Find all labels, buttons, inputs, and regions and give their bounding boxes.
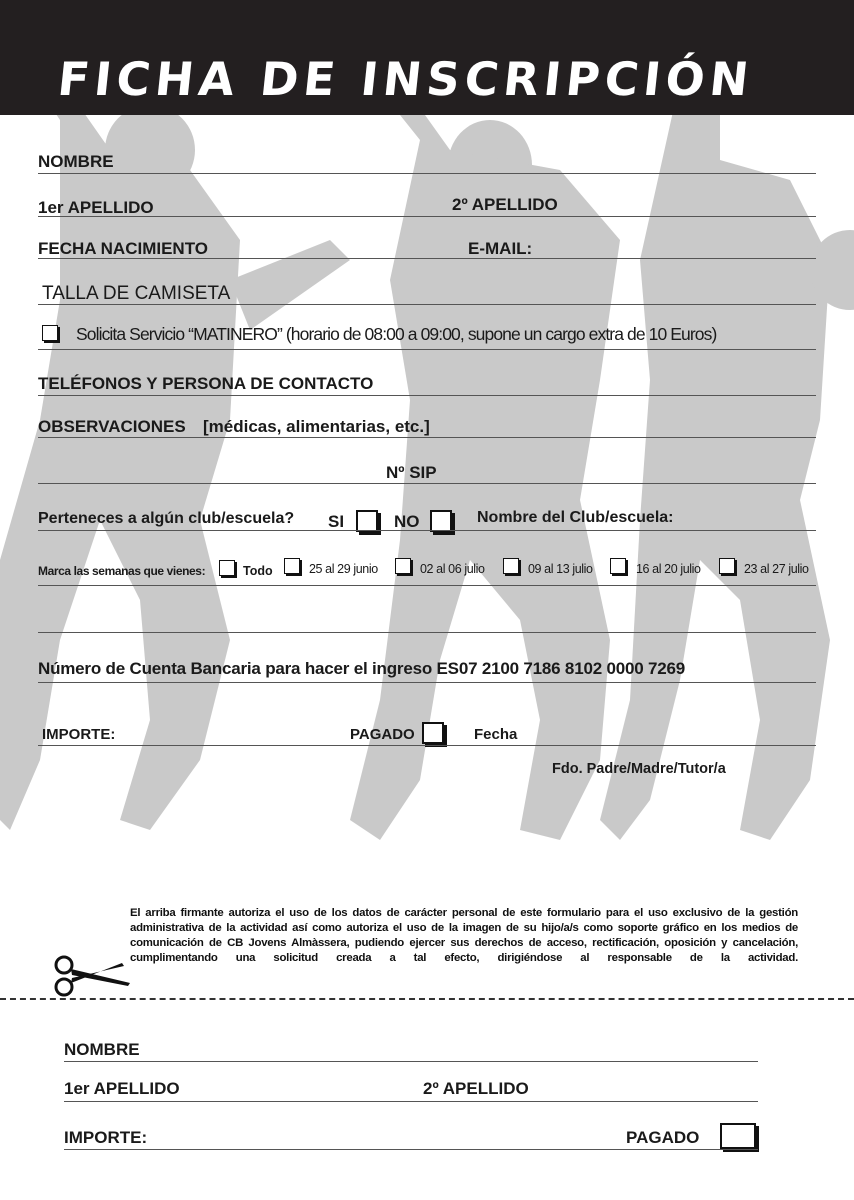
checkbox-semana-4[interactable]: [610, 558, 626, 574]
field-apellidos[interactable]: [38, 216, 816, 217]
label-nombre: NOMBRE: [38, 152, 114, 171]
field-club[interactable]: [38, 530, 816, 531]
checkbox-matinero[interactable]: [42, 325, 58, 341]
stub-checkbox-pagado[interactable]: [720, 1123, 756, 1149]
stub-label-importe: IMPORTE:: [64, 1128, 148, 1147]
stub-field-importe[interactable]: [64, 1149, 758, 1150]
label-no: NO: [394, 512, 420, 531]
label-fecha-nacimiento: FECHA NACIMIENTO: [38, 239, 208, 258]
field-observaciones[interactable]: [38, 437, 816, 438]
label-pagado: PAGADO: [350, 726, 415, 743]
checkbox-semana-5[interactable]: [719, 558, 735, 574]
label-semana-1: 25 al 29 junio: [309, 562, 378, 576]
stub-label-apellido2: 2º APELLIDO: [423, 1079, 529, 1098]
legal-notice: El arriba firmante autoriza el uso de los datos de carácter personal de este formulario para el uso exclusivo de la gestión administrativa de la actividad así como autoriza el uso de la imagen de su hijo/a/s como soporte gráfico en los medios de comunicación de CB Jovens Almàssera, pudiendo ejercer sus derechos de acceso, rectificación, oposición y cancelación, cumplimentando una solicitud creada a tal efecto, dirigiéndose al responsable de la actividad.: [130, 907, 798, 964]
label-talla-camiseta: TALLA DE CAMISETA: [42, 283, 231, 304]
field-fecha-email[interactable]: [38, 258, 816, 259]
label-apellido2: 2º APELLIDO: [452, 195, 558, 214]
label-semana-todo: Todo: [243, 564, 273, 578]
scissors-icon: [50, 953, 132, 999]
checkbox-semana-todo[interactable]: [219, 560, 235, 576]
checkbox-semana-3[interactable]: [503, 558, 519, 574]
header-bar: [0, 0, 854, 115]
label-matinero: Solicita Servicio “MATINERO” (horario de 08:00 a 09:00, supone un cargo extra de 10 Euros): [76, 324, 717, 344]
label-club-pregunta: Perteneces a algún club/escuela?: [38, 510, 295, 527]
checkbox-si[interactable]: [356, 510, 378, 532]
label-email: E-MAIL:: [468, 239, 533, 258]
label-semana-3: 09 al 13 julio: [528, 562, 593, 576]
stub-label-pagado: PAGADO: [626, 1128, 700, 1147]
cut-line: [0, 998, 854, 1000]
form-title: FICHA DE INSCRIPCIÓN: [55, 52, 757, 106]
label-telefonos: TELÉFONOS Y PERSONA DE CONTACTO: [38, 374, 374, 393]
stub-label-apellido1: 1er APELLIDO: [64, 1079, 180, 1098]
field-telefonos[interactable]: [38, 395, 816, 396]
stub-field-nombre[interactable]: [64, 1061, 758, 1062]
field-importe[interactable]: [38, 745, 816, 746]
checkbox-semana-2[interactable]: [395, 558, 411, 574]
divider-blank: [38, 632, 816, 633]
checkbox-semana-1[interactable]: [284, 558, 300, 574]
divider-semanas: [38, 585, 816, 586]
label-fecha: Fecha: [474, 726, 518, 743]
stub-label-nombre: NOMBRE: [64, 1040, 140, 1059]
label-semana-2: 02 al 06 julio: [420, 562, 485, 576]
label-observaciones-detalle: [médicas, alimentarias, etc.]: [203, 417, 430, 436]
field-talla[interactable]: [38, 304, 816, 305]
checkbox-pagado[interactable]: [422, 722, 444, 744]
stub-field-apellidos[interactable]: [64, 1101, 758, 1102]
label-semana-4: 16 al 20 julio: [636, 562, 701, 576]
label-semana-5: 23 al 27 julio: [744, 562, 809, 576]
label-apellido1: 1er APELLIDO: [38, 198, 154, 217]
label-sip: Nº SIP: [386, 463, 437, 482]
label-observaciones: OBSERVACIONES: [38, 417, 186, 436]
label-si: SI: [328, 512, 345, 531]
divider-matinero: [38, 349, 816, 350]
checkbox-no[interactable]: [430, 510, 452, 532]
label-cuenta-bancaria: Número de Cuenta Bancaria para hacer el ingreso ES07 2100 7186 8102 0000 7269: [38, 659, 686, 678]
label-semanas: Marca las semanas que vienes:: [38, 564, 206, 578]
field-nombre[interactable]: [38, 173, 816, 174]
label-importe: IMPORTE:: [42, 726, 116, 743]
label-nombre-club: Nombre del Club/escuela:: [477, 509, 674, 526]
field-sip[interactable]: [38, 483, 816, 484]
label-firma: Fdo. Padre/Madre/Tutor/a: [552, 761, 726, 777]
divider-cuenta: [38, 682, 816, 683]
